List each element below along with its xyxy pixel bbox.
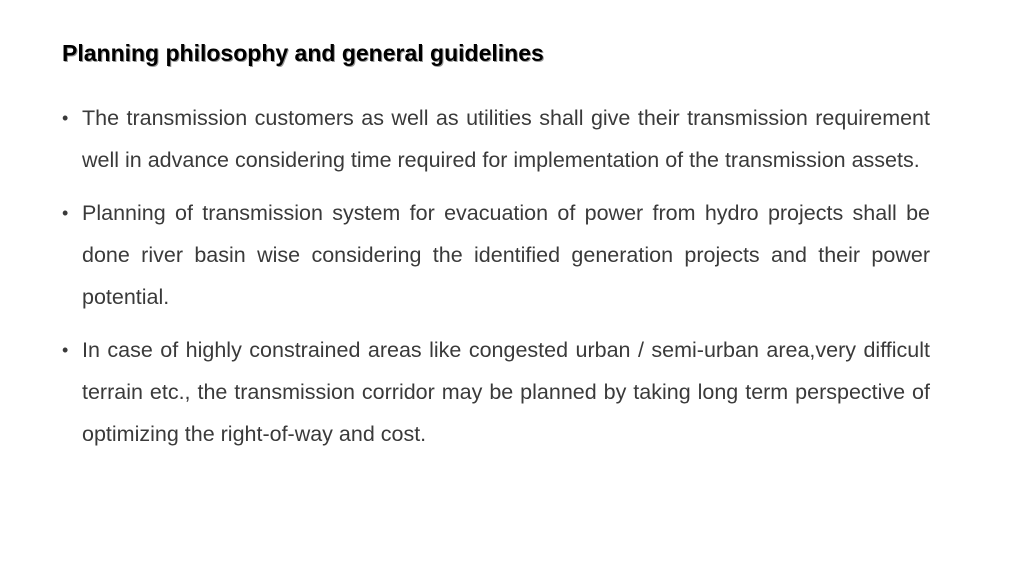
bullet-item [62,97,930,181]
bullet-text: In case of highly constrained areas like congested urban / semi-urban area,very difficult terrain etc., the transmission corridor may be planned by taking long term perspective of optimizing the right-of-way and cost. [82,338,930,446]
slide-title: Planning philosophy and general guidelines [62,40,544,66]
bullet-item [62,329,930,455]
bullet-dot-icon: • [62,203,69,223]
bullet-item [62,192,930,318]
bullet-dot-icon: • [62,340,69,360]
bullet-list [62,97,930,466]
bullet-dot-icon: • [62,108,69,128]
bullet-text: Planning of transmission system for evacuation of power from hydro projects shall be done river basin wise considering the identified generation projects and their power potential. [82,201,930,309]
bullet-text: The transmission customers as well as utilities shall give their transmission requirement well in advance considering time required for implementation of the transmission assets. [82,106,930,172]
